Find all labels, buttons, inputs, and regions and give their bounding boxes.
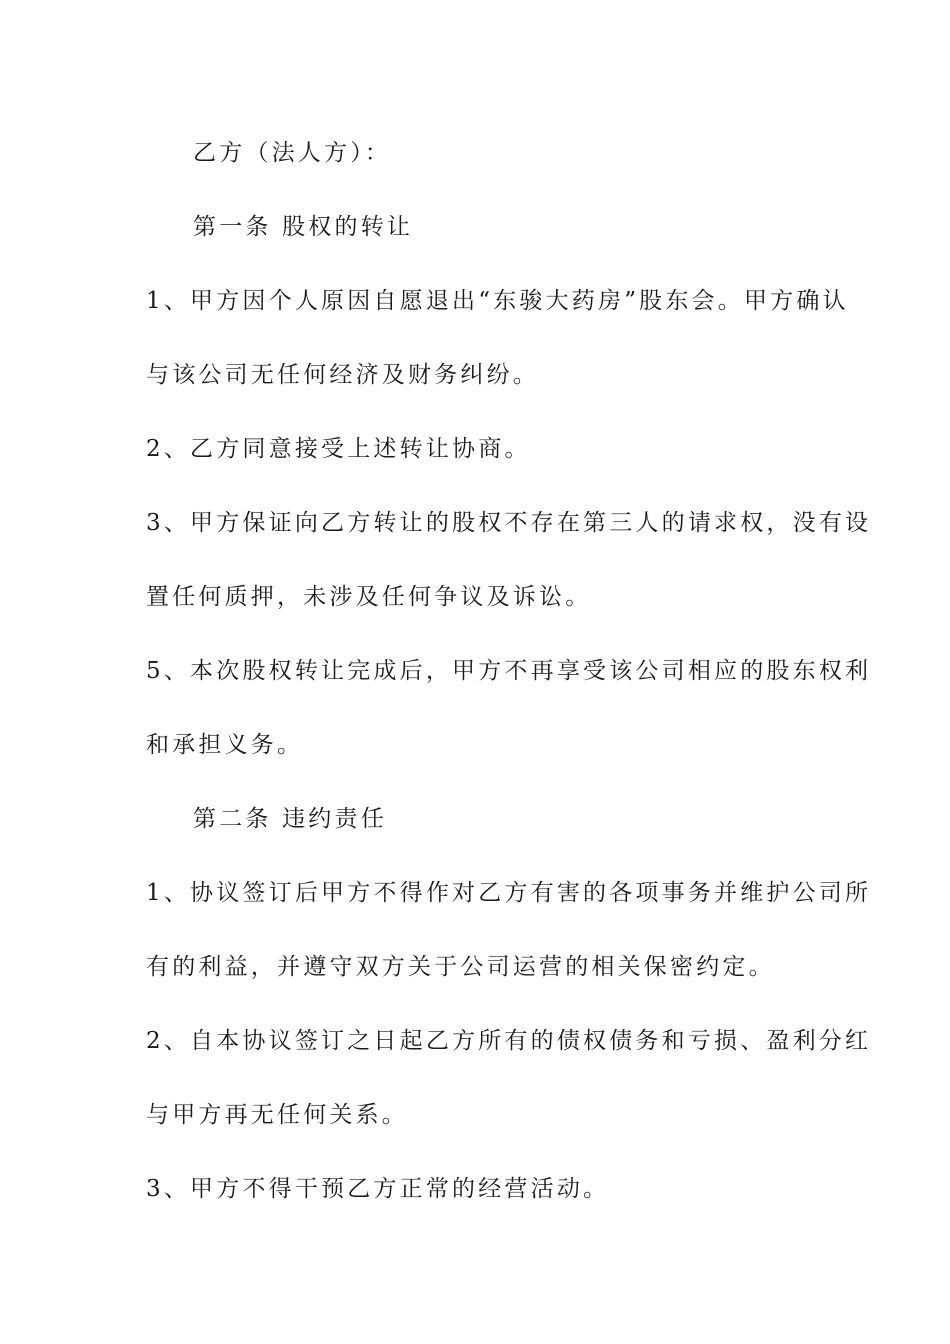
article-1-clause-1-line-1: 1、甲方因个人原因自愿退出“东骏大药房”股东会。甲方确认 bbox=[146, 288, 849, 314]
article-1-clause-5-line-1: 5、本次股权转让完成后，甲方不再享受该公司相应的股东权利 bbox=[146, 658, 872, 684]
article-1-clause-1-line-2: 与该公司无任何经济及财务纠纷。 bbox=[146, 362, 539, 388]
party-b-label: 乙方（法人方）： bbox=[193, 140, 392, 166]
article-2-clause-2-line-1: 2、自本协议签订之日起乙方所有的债权债务和亏损、盈利分红 bbox=[146, 1028, 872, 1054]
article-1-clause-3-line-2: 置任何质押，未涉及任何争议及诉讼。 bbox=[146, 584, 592, 610]
article-2-clause-1-line-1: 1、协议签订后甲方不得作对乙方有害的各项事务并维护公司所 bbox=[146, 880, 872, 906]
article-2-clause-3: 3、甲方不得干预乙方正常的经营活动。 bbox=[146, 1176, 610, 1202]
article-1-clause-5-line-2: 和承担义务。 bbox=[146, 732, 304, 758]
article-2-heading: 第二条 违约责任 bbox=[193, 806, 387, 832]
article-2-clause-1-line-2: 有的利益，并遵守双方关于公司运营的相关保密约定。 bbox=[146, 954, 775, 980]
article-1-heading: 第一条 股权的转让 bbox=[193, 214, 414, 240]
article-1-clause-2: 2、乙方同意接受上述转让协商。 bbox=[146, 436, 531, 462]
article-1-clause-3-line-1: 3、甲方保证向乙方转让的股权不存在第三人的请求权，没有设 bbox=[146, 510, 872, 536]
article-2-clause-2-line-2: 与甲方再无任何关系。 bbox=[146, 1102, 408, 1128]
